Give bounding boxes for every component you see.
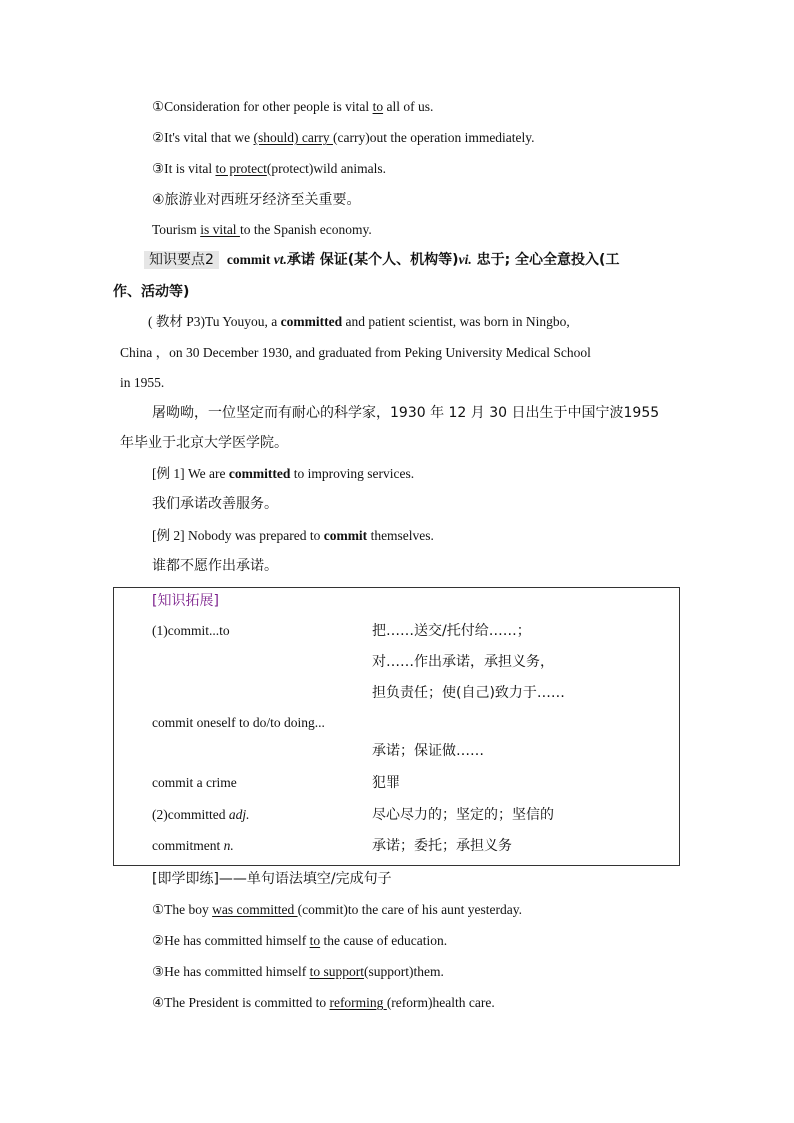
- source-sentence-line-2: China ，on 30 December 1930, and graduated from Peking University Medical School: [120, 345, 591, 360]
- answer-blank: is vital: [200, 222, 240, 237]
- practice-title: [即学即练]——单句语法填空/完成句子: [152, 871, 392, 887]
- answer-blank: to protect: [215, 161, 267, 176]
- answer-blank: (should) carry: [253, 130, 333, 145]
- extension-row-1-meaning-3: 担负责任；使(自己)致力于……: [372, 685, 565, 701]
- exercise-item-4-answer: Tourism is vital to the Spanish economy.: [152, 222, 372, 237]
- example-2-translation: 谁都不愿作出承诺。: [152, 558, 278, 574]
- translation-line-2: 年毕业于北京大学医学院。: [120, 435, 288, 451]
- exercise-item-3: ③It is vital to protect(protect)wild animals.: [152, 161, 387, 176]
- answer-blank: to: [309, 933, 321, 948]
- practice-item-3: ③He has committed himself to support(support)them.: [152, 964, 444, 979]
- practice-item-4: ④The President is committed to reforming (reform)health care.: [152, 995, 495, 1010]
- extension-row-5-meaning: 承诺；委托；承担义务: [372, 838, 512, 854]
- exercise-item-4-prompt: ④旅游业对西班牙经济至关重要。: [152, 192, 361, 208]
- headword: commit: [226, 252, 271, 267]
- answer-blank: reforming: [329, 995, 387, 1010]
- extension-row-3-meaning: 犯罪: [372, 775, 400, 791]
- source-sentence-line-1: ( 教材 P3)Tu Youyou, a committed and patient scientist, was born in Ningbo,: [148, 314, 570, 329]
- extension-row-1-phrase: (1)commit...to: [152, 623, 230, 638]
- exercise-item-2: ②It's vital that we (should) carry (carry)out the operation immediately.: [152, 130, 535, 145]
- extension-row-3-phrase: commit a crime: [152, 775, 237, 790]
- translation-line-1: 屠呦呦，一位坚定而有耐心的科学家，1930 年 12 月 30 日出生于中国宁波1955: [152, 405, 660, 421]
- extension-row-2-phrase: commit oneself to do/to doing...: [152, 715, 325, 730]
- practice-item-1: ①The boy was committed (commit)to the care of his aunt yesterday.: [152, 902, 522, 917]
- practice-item-2: ②He has committed himself to the cause of education.: [152, 933, 448, 948]
- extension-row-4-phrase: (2)committed adj.: [152, 807, 250, 822]
- answer-blank: to support: [309, 964, 364, 979]
- extension-row-1-meaning-1: 把……送交/托付给……；: [372, 623, 531, 639]
- answer-blank: to: [372, 99, 384, 114]
- source-sentence-line-3: in 1955.: [120, 375, 165, 390]
- extension-row-2-meaning: 承诺；保证做……: [372, 743, 484, 759]
- extension-row-1-meaning-2: 对……作出承诺，承担义务，: [372, 654, 554, 670]
- extension-row-4-meaning: 尽心尽力的；坚定的；坚信的: [372, 807, 554, 823]
- heading-continuation: 作、活动等): [113, 284, 190, 300]
- example-1-translation: 我们承诺改善服务。: [152, 496, 278, 512]
- answer-blank: was committed: [212, 902, 298, 917]
- extension-row-5-phrase: commitment n.: [152, 838, 234, 853]
- exercise-item-1: ①Consideration for other people is vital to all of us.: [152, 99, 434, 114]
- example-2: [例 2] Nobody was prepared to commit themselves.: [152, 528, 434, 543]
- example-1: [例 1] We are committed to improving services.: [152, 466, 415, 481]
- extension-title: [知识拓展]: [152, 593, 219, 609]
- knowledge-point-tag: 知识要点2: [144, 251, 219, 269]
- knowledge-point-heading: 知识要点2 commit vt.承诺 保证(某个人、机构等)vi. 忠于; 全心全意投入(工: [144, 250, 619, 270]
